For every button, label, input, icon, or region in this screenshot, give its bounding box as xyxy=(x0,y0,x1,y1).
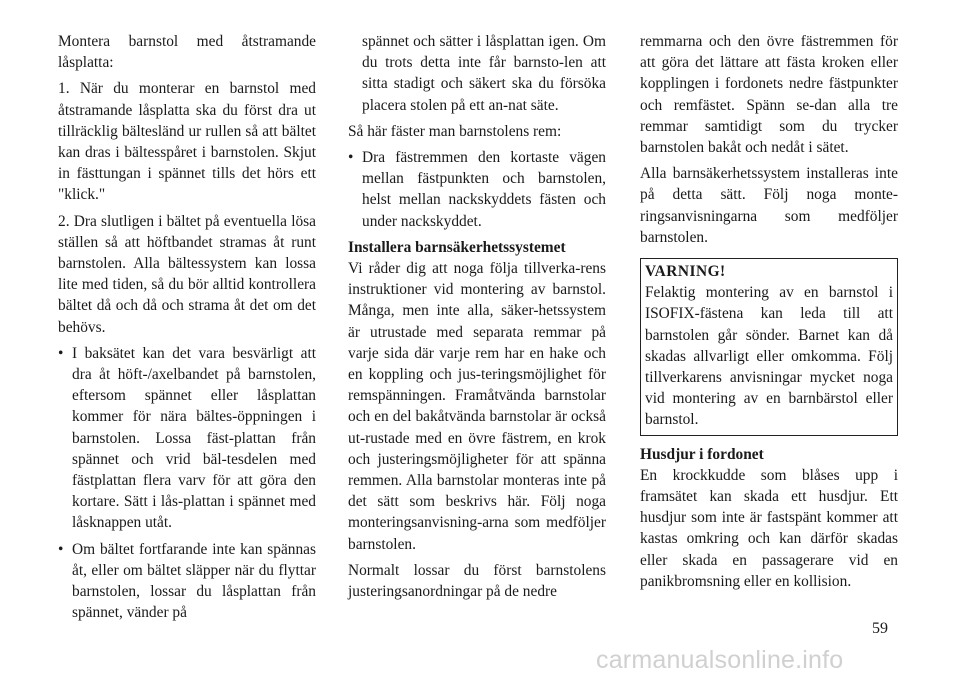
bullet-list xyxy=(348,147,606,232)
paragraph: En krockkudde som blåses upp i framsätet kan skada ett husdjur. Ett husdjur som inte är fastspänt kommer att kastas omkring och kan därför skadas eller skada en passagerare vid en panikbromsning eller en kollision. xyxy=(640,466,898,590)
page-number: 59 xyxy=(872,620,888,637)
paragraph: Alla barnsäkerhetssystem installeras inte på detta sätt. Följ noga monte-ringsanvisningarna som medföljer barnstolen. xyxy=(640,165,898,246)
paragraph-continued: spännet och sätter i låsplattan igen. Om du trots detta inte får barnsto-len att sitta stadigt och säkert ska du försöka placera stolen på ett an-nat säte. xyxy=(362,33,606,114)
bullet-icon: • xyxy=(58,344,64,362)
warning-text: Felaktig montering av en barnstol i ISOFIX-fästena kan leda till att barnstolen går sönder. Barnet kan då skadas allvarligt eller omkomma. Följ tillverkarens anvisningar mycket noga vid montering av en barnbärstol eller barnstol. xyxy=(645,284,893,429)
section-heading: Husdjur i fordonet xyxy=(640,445,764,463)
watermark: carmanualsonline.info xyxy=(596,646,844,674)
paragraph: Montera barnstol med åtstramande låsplatta: xyxy=(58,33,316,72)
warning-box xyxy=(640,258,898,436)
paragraph: 2. Dra slutligen i bältet på eventuella lösa ställen så att höftbandet stramas åt runt barnstolen. Alla bältessystem kan lossa lite med tiden, så du bör alltid kontrollera bältet då och då och strama åt det om det behövs. xyxy=(58,212,316,336)
text-column-1 xyxy=(58,31,316,628)
section-heading: Installera barnsäkerhetssystemet xyxy=(348,238,566,256)
list-item: • I baksätet kan det vara besvärligt att dra åt höft-/axelbandet på barnstolen, eftersom spännet eller låsplattan kommer för nära bältes-öppningen i barnstolen. Lossa fäst-plattan från spännet och vrid bäl-tesdelen med fästplattan flera varv för att göra den kortare. Sätt i lås-plattan i spännet med låsknappen utåt. xyxy=(58,344,316,532)
paragraph: Så här fäster man barnstolens rem: xyxy=(348,122,562,140)
bullet-icon: • xyxy=(348,149,354,167)
paragraph: Vi råder dig att noga följa tillverka-rens instruktioner vid montering av barnstol. Många, men inte alla, säker-hetssystem är utrustade med separata remmar på varje sida där varje rem har en hake och en koppling och jus-teringsmöjlighet för remspänningen. Framåtvända barnstolar och en del bakåtvända barnstolar är också ut-rustade med en övre fästrem, en krok och justeringsmöjligheter för att spänna remmen. Alla barnstolar monteras inte på det sätt som beskrivs här. Följ noga monteringsanvisning-arna som medföljer barnstolen. xyxy=(348,260,606,553)
list-item: • Om bältet fortfarande inte kan spännas åt, eller om bältet släpper när du flyttar barnstolen, lossar du låsplattan från spännet, vänder på xyxy=(58,540,316,622)
paragraph-continued: remmarna och den övre fästremmen för att göra det lättare att fästa kroken eller kopplingen i fordonets nedre fästpunkter och remfästet. Spänn se-dan alla tre remmar samtidigt som du trycker barnstolen bakåt och nedåt i sätet. xyxy=(640,33,898,157)
text-column-2 xyxy=(348,31,606,607)
paragraph: Normalt lossar du först barnstolens justeringsanordningar på de nedre xyxy=(348,561,606,601)
list-item: • Dra fästremmen den kortaste vägen mellan fästpunkten och barnstolen, helst mellan nackskyddets fästen och under nackskyddet. xyxy=(348,149,606,230)
bullet-list xyxy=(58,343,316,624)
warning-title: VARNING! xyxy=(645,263,726,281)
paragraph: 1. När du monterar en barnstol med åtstramande låsplatta ska du först dra ut tillräcklig bältesländ ur rullen så att bältet kan dras i bältesspåret i barnstolen. Skjut in fästtungan i spännet tills det hörs ett "klick." xyxy=(58,80,316,204)
text-column-3 xyxy=(640,31,898,597)
bullet-icon: • xyxy=(58,540,64,558)
